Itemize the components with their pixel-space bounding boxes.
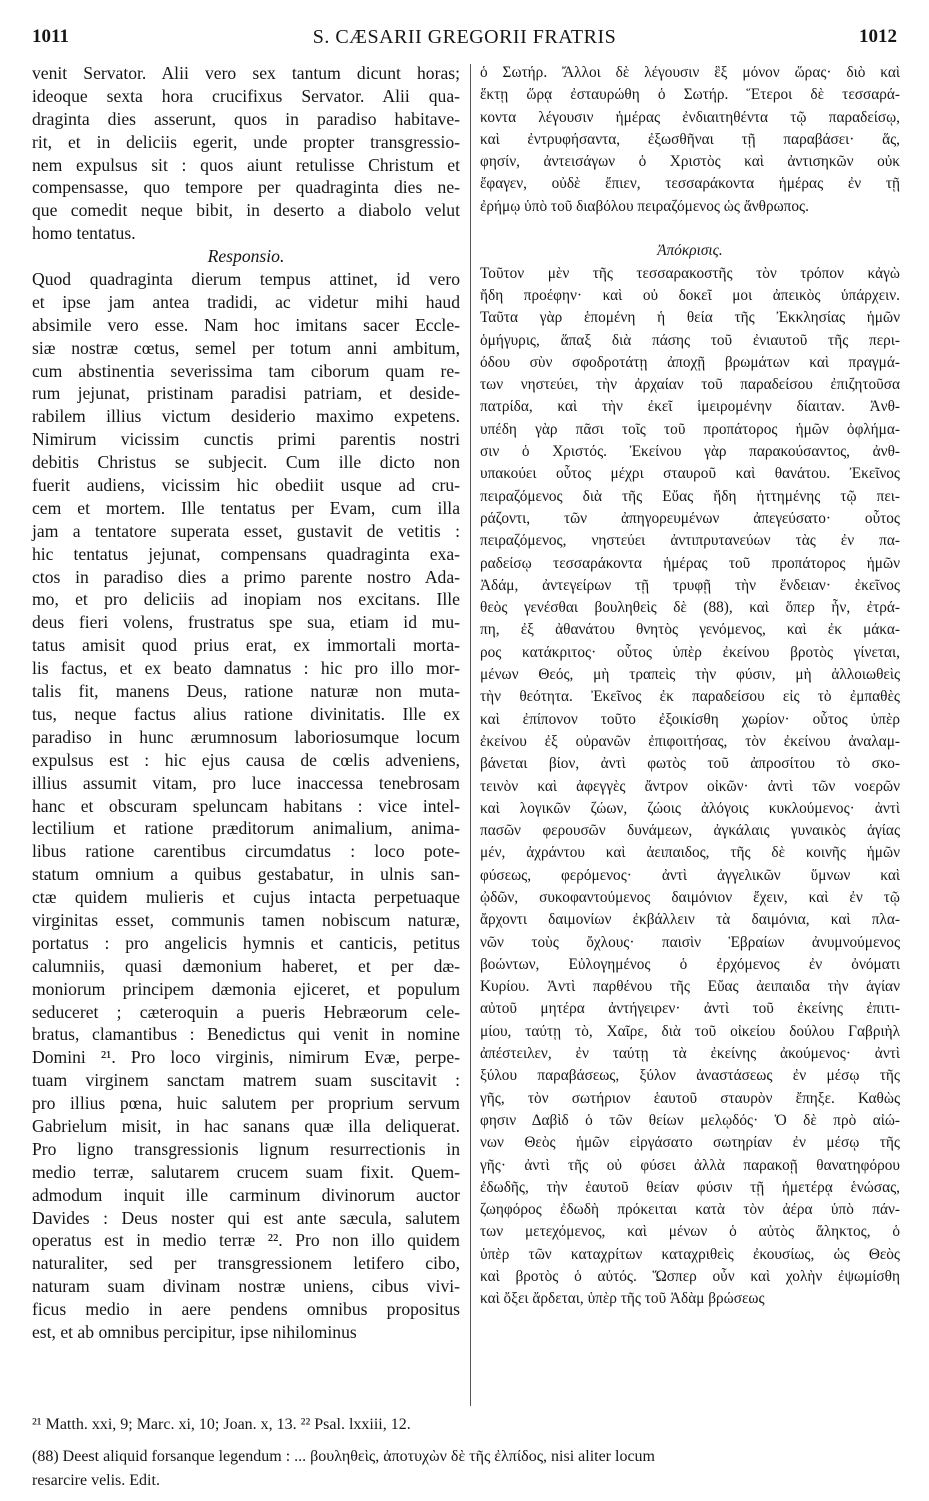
latin-line: medio terræ, salutarem crucem suam fixit. Quem- bbox=[32, 1161, 460, 1182]
latin-line: Domini ²¹. Pro loco virginis, nimirum Evæ, perpe- bbox=[32, 1047, 460, 1068]
latin-line: cem et mortem. Ille tentatus per Evam, cum illa bbox=[32, 497, 460, 518]
latin-line: draginta dies asserunt, quos in paradiso habitave- bbox=[32, 108, 460, 129]
editorial-note-line-1: (88) Deest aliquid forsanque legendum : ... βουληθεὶς, ἀποτυχὼν δὲ τῆς ἐλπίδος, nisi aliter locum bbox=[32, 1448, 655, 1465]
latin-line: cum abstinentia severissima tam ciborum quam re- bbox=[32, 360, 460, 381]
latin-line: lis factus, et ex beato damnatus : hic pro illo mor- bbox=[32, 658, 460, 679]
column-divider bbox=[470, 64, 471, 1406]
greek-line: γῆς· ἀντὶ τῆς οὐ φύσει ἀλλὰ παρακοῇ θανατηφόρου bbox=[480, 1156, 900, 1174]
latin-line: jam a tentatore superata esset, gustavit de vetitis : bbox=[32, 520, 460, 541]
latin-heading: Responsio. bbox=[207, 246, 285, 267]
latin-line: rit, et in deliciis egerit, unde propter transgressio- bbox=[32, 131, 460, 152]
greek-line: ἐδωδῆς, τὴν ἑαυτοῦ θείαν φύσιν τῇ ἡμετέρᾳ ἑνώσας, bbox=[480, 1178, 900, 1196]
latin-line: illius assumit vitam, pro luce inaccessa tenebrosam bbox=[32, 772, 460, 793]
latin-line: que comedit neque bibit, in deserto a diabolo velut bbox=[32, 200, 460, 221]
greek-line: Ἀδάμ, ἀντεγείρων τῇ τρυφῇ τὴν ἔνδειαν· ἐκεῖνος bbox=[480, 576, 900, 594]
greek-line: μένων Θεός, μὴ τραπεὶς τὴν φύσιν, μὴ ἀλλοιωθεὶς bbox=[480, 666, 900, 684]
latin-line: expulsus est : hic ejus causa de cœlis adveniens, bbox=[32, 749, 460, 770]
greek-line: θεὸς γενέσθαι βουληθεὶς δὲ (88), καὶ ὅπερ ἦν, ἐτρά- bbox=[480, 599, 900, 617]
latin-line: Nimirum vicissim cunctis primi parentis nostri bbox=[32, 429, 460, 450]
greek-line: των μετεχόμενος, καὶ μένων ὁ αὐτὸς ἄληκτος, ὁ bbox=[480, 1223, 900, 1241]
latin-line: statum omnium a quibus gestabatur, in ulnis san- bbox=[32, 864, 460, 885]
latin-line: ctos in paradiso dies a primo parente nostro Ada- bbox=[32, 566, 460, 587]
latin-line: hic tentatus jejunat, compensans quadraginta exa- bbox=[32, 543, 460, 564]
greek-line: ἐρήμῳ ὑπὸ τοῦ διαβόλου πειραζόμενος ὡς ἄνθρωπος. bbox=[480, 197, 809, 215]
latin-line: ideoque sexta hora crucifixus Servator. Alii qua- bbox=[32, 85, 460, 106]
greek-line: ἄρχοντι δαιμονίων ἐκβάλλειν τὰ δαιμόνια, καὶ πλα- bbox=[480, 911, 900, 929]
greek-line: ἐκείνου ἐξ οὐρανῶν ἐπιφοιτήσας, τὸν ἐκείνου ἀναλαμ- bbox=[480, 732, 900, 750]
latin-line: pro illius pœna, huic salutem per proprium servum bbox=[32, 1093, 460, 1114]
greek-line: ἤδη προέφην· καὶ οὐ δοκεῖ μοι ἀπεικὸς ὑπάρχειν. bbox=[480, 286, 900, 304]
latin-line: siæ nostræ cœtus, semel per totum anni ambitum, bbox=[32, 337, 460, 358]
latin-line: paradiso in hunc ærumnosum laboriosumque locum bbox=[32, 726, 460, 747]
running-header bbox=[32, 14, 897, 54]
latin-line: admodum inquit ille carminum divinorum auctor bbox=[32, 1184, 460, 1205]
latin-line: tus, neque factus alius ratione divinitatis. Ille ex bbox=[32, 703, 460, 724]
greek-line: ράζοντι, τῶν ἀπηγορευμένων ἀπεγεύσατο· οὗτος bbox=[480, 509, 900, 527]
latin-line: debitis Christus se subjecit. Cum ille dicto non bbox=[32, 452, 460, 473]
latin-line: venit Servator. Alii vero sex tantum dicunt horas; bbox=[32, 63, 460, 83]
latin-line: compensasse, quo tempore per quadraginta dies ne- bbox=[32, 177, 460, 198]
latin-line: mo, et pro deliciis ad inopiam nos excitans. Ille bbox=[32, 589, 460, 610]
latin-line: seduceret ; cæteroquin a pueris Hebræorum cele- bbox=[32, 1001, 460, 1022]
greek-line: τὴν θεότητα. Ἐκεῖνος ἐκ παραδείσου εἰς τὸ ἐμπαθὲς bbox=[480, 688, 900, 706]
latin-line: ficus medio in aere pendens omnibus propositus bbox=[32, 1299, 460, 1320]
latin-line: lectilium et ratione præditorum animalium, anima- bbox=[32, 818, 460, 839]
latin-line: Quod quadraginta dierum tempus attinet, id vero bbox=[32, 269, 460, 290]
greek-heading: Ἀπόκρισις. bbox=[657, 242, 723, 260]
latin-line: et ipse jam antea tradidi, ac videtur mihi haud bbox=[32, 291, 460, 312]
greek-line: κοντα λέγουσιν ἡμέρας ἐνδιαιτηθέντα τῷ παραδείσῳ, bbox=[480, 108, 900, 126]
greek-line: πειραζόμενος, νηστεύει ἀντιπρυτανεύων τὰς ἐν πα- bbox=[480, 532, 900, 550]
latin-line: libus ratione carentibus circumdatus : loco pote- bbox=[32, 841, 460, 862]
greek-line: ζωηφόρος ἐδωδὴ πρόκειται κατὰ τὸν ἀέρα ὑπὸ πάν- bbox=[480, 1201, 900, 1219]
greek-line bbox=[480, 218, 900, 240]
latin-line: tatus amisit quod prius erat, ex immortali morta- bbox=[32, 635, 460, 656]
latin-line: portatus : pro angelicis hymnis et canticis, petitus bbox=[32, 932, 460, 953]
greek-line: μέν, ἀχράντου καὶ ἀειπαιδος, τῆς δὲ κοινῆς ἡμῶν bbox=[480, 844, 900, 862]
greek-line: Ταῦτα γὰρ ἑπομένη ἡ θεία τῆς Ἐκκλησίας ἡμῶν bbox=[480, 309, 900, 327]
latin-line: calumniis, quasi dæmonium haberet, et per dæ- bbox=[32, 955, 460, 976]
greek-line: βάνεται βίον, ἀντὶ φωτὸς τοῦ ἀπροσίτου τὸ σκο- bbox=[480, 755, 900, 773]
greek-line: πη, ἐξ ἀθανάτου θνητὸς γενόμενος, καὶ ἐκ μάκα- bbox=[480, 621, 900, 639]
latin-line: fuerit audiens, vicissim hic obediit usque ad cru- bbox=[32, 475, 460, 496]
greek-line: νῶν τοὺς ὄχλους· παισὶν Ἑβραίων ἀνυμνούμενος bbox=[480, 933, 900, 951]
latin-line: Pro ligno transgressionis lignum resurrectionis in bbox=[32, 1138, 460, 1159]
latin-line: talis fit, manens Deus, ratione naturæ non muta- bbox=[32, 681, 460, 702]
latin-line: Gabrielum misit, in hac sanans quæ illa deliquerat. bbox=[32, 1115, 460, 1136]
greek-line: υπέδη γὰρ πᾶσι τοῖς τοῦ προπάτορος ἡμῶν ὀφλήμα- bbox=[480, 420, 900, 438]
latin-column bbox=[32, 62, 460, 1344]
greek-line: νων Θεὸς ἡμῶν εἰργάσατο σωτηρίαν ἐν μέσῳ τῆς bbox=[480, 1134, 900, 1152]
latin-line: rum jejunat, pristinam paradisi patriam, et deside- bbox=[32, 383, 460, 404]
greek-line: βοώντων, Εὐλογημένος ὁ ἐρχόμενος ἐν ὀνόματι bbox=[480, 955, 900, 973]
greek-line: όδου σὺν σφοδροτάτῃ ἀποχῇ βρωμάτων καὶ πραγμά- bbox=[480, 353, 900, 371]
latin-line: absimile vero esse. Nam hoc imitans sacer Eccle- bbox=[32, 314, 460, 335]
latin-line: naturam suam divinam nostræ uniens, cibus vivi- bbox=[32, 1276, 460, 1297]
greek-line: αὐτοῦ μητέρα ἀντήγειρεν· ἀντὶ τοῦ ἐκείνης ἐπιτι- bbox=[480, 1000, 900, 1018]
greek-line: φησιν Δαβὶδ ὁ τῶν θείων μελῳδός· Ὁ δὲ πρὸ αἰώ- bbox=[480, 1111, 900, 1129]
greek-line: υπακούει οὗτος μέχρι σταυροῦ καὶ θανάτου. Ἐκεῖνος bbox=[480, 465, 900, 483]
latin-line: moniorum principem dæmonia ejiceret, et populum bbox=[32, 978, 460, 999]
greek-line: γῆς, τὸν σωτήριον ἑαυτοῦ σταυρὸν ἔπηξε. Καθὼς bbox=[480, 1089, 900, 1107]
greek-line: ρος κατάκριτος· οὗτος ὑπὲρ ἐκείνου βροτὸς γίνεται, bbox=[480, 643, 900, 661]
greek-line: ξύλου παραβάσεως, ξύλον ἀναστάσεως ἐν μέσῳ τῆς bbox=[480, 1067, 900, 1085]
scripture-references: ²¹ Matth. xxi, 9; Marc. xi, 10; Joan. x, 13. ²² Psal. lxxiii, 12. bbox=[32, 1416, 411, 1433]
greek-line: φύσεως, φερόμενος· ἀντὶ ἀγγελικῶν ὕμνων καὶ bbox=[480, 866, 900, 884]
greek-line: καὶ ὄξει ἄρδεται, ὑπὲρ τῆς τοῦ Ἀδὰμ βρώσεως bbox=[480, 1290, 765, 1308]
greek-line: ἕκτῃ ὥρᾳ ἐσταυρώθη ὁ Σωτήρ. Ἕτεροι δὲ τεσσαρά- bbox=[480, 86, 900, 104]
greek-line: ὁμήγυρις, ἅπαξ διὰ πάσης τοῦ ἐνιαυτοῦ τῆς περι- bbox=[480, 331, 900, 349]
greek-line: πασῶν φερουσῶν δυνάμεων, ἀγκάλαις γυναικὸς ἁγίας bbox=[480, 822, 900, 840]
running-title: S. CÆSARII GREGORII FRATRIS bbox=[312, 26, 617, 48]
latin-line: bratus, clamantibus : Benedictus qui venit in nomine bbox=[32, 1024, 460, 1045]
greek-line: Τοῦτον μὲν τῆς τεσσαρακοστῆς τὸν τρόπον κἀγὼ bbox=[480, 264, 900, 282]
latin-line: virginitas esset, communis tamen nobiscum naturæ, bbox=[32, 909, 460, 930]
greek-line: καὶ ἐπίπονον τοῦτο ἐξοικίσθη χωρίον· οὗτος ὑπὲρ bbox=[480, 710, 900, 728]
page-number-right: 1012 bbox=[859, 26, 897, 47]
greek-line: ὁ Σωτήρ. Ἄλλοι δὲ λέγουσιν ἓξ μόνον ὥρας· διὸ καὶ bbox=[480, 64, 900, 81]
greek-line: ᾠδῶν, συκοφαντούμενος δαιμόνιον ἔχειν, καὶ ἐν τῷ bbox=[480, 888, 900, 906]
greek-line: σιν ὁ Χριστός. Ἐκείνου γὰρ παρακούσαντος, ἀνθ- bbox=[480, 443, 900, 461]
greek-line: πειραζόμενος διὰ τῆς Εὔας ἤδη ἡττημένης τῷ πει- bbox=[480, 487, 900, 505]
greek-line: των νηστεύει, τὴν ἀρχαίαν τοῦ παραδείσου ἐπιζητοῦσα bbox=[480, 376, 900, 394]
greek-column bbox=[480, 62, 900, 1311]
latin-line: Davides : Deus noster qui est ante sæcula, salutem bbox=[32, 1207, 460, 1228]
latin-line: nem expulsus sit : quos aiunt retulisse Christum et bbox=[32, 154, 460, 175]
greek-line: ὑπὲρ τῶν καταχρίτων καταχριθεὶς ἐκουσίως, ὡς Θεὸς bbox=[480, 1245, 900, 1263]
editorial-note-line-2: resarcire velis. Edit. bbox=[32, 1472, 160, 1489]
footnotes bbox=[32, 1413, 900, 1493]
greek-line: καὶ βροτὸς ὁ αὐτός. Ὥσπερ οὖν καὶ χολὴν ἐψωμίσθη bbox=[480, 1268, 900, 1286]
latin-line: ctæ quidem mulieris et cujus intacta perpetuaque bbox=[32, 887, 460, 908]
greek-line: μίου, ταύτῃ τὸ, Χαῖρε, διὰ τοῦ οἰκείου δούλου Γαβριὴλ bbox=[480, 1022, 900, 1040]
greek-line: φησίν, ἀντεισάγων ὁ Χριστὸς καὶ ἀντισηκῶν οὐκ bbox=[480, 153, 900, 171]
greek-line: πατρίδα, καὶ τὴν ἐκεῖ ἱμειρομένην δίαιταν. Ἀνθ- bbox=[480, 398, 900, 416]
latin-line: rabilem illius victum desiderio maximo expetens. bbox=[32, 406, 460, 427]
page-number-left: 1011 bbox=[32, 26, 69, 47]
greek-line: ἔφαγεν, οὐδὲ ἔπιεν, τεσσαράκοντα ἡμέρας ἐν τῇ bbox=[480, 175, 900, 193]
greek-line: ἀπέστειλεν, ἐν ταύτῃ τὰ ἐκείνης ἀκούμενος· ἀντὶ bbox=[480, 1045, 900, 1063]
latin-line: homo tentatus. bbox=[32, 223, 136, 244]
greek-line: καὶ λογικῶν ζώων, ζώοις ἀλόγοις κυκλούμενος· ἀντὶ bbox=[480, 799, 900, 817]
latin-line: operatus est in medio terræ ²². Pro non illo quidem bbox=[32, 1230, 460, 1251]
greek-line: Κυρίου. Ἀντὶ παρθένου τῆς Εὔας ἀειπαιδα τὴν ἁγίαν bbox=[480, 978, 900, 996]
latin-line: tuam virginem sanctam matrem suam suscitavit : bbox=[32, 1070, 460, 1091]
latin-line: est, et ab omnibus percipitur, ipse nihilominus bbox=[32, 1321, 357, 1342]
latin-line: deus fieri volens, frustratus spe sua, etiam id mu- bbox=[32, 612, 460, 633]
greek-line: τεινὸν καὶ ἀφεγγὲς ἄντρον οἰκῶν· ἀντὶ τῶν νοερῶν bbox=[480, 777, 900, 795]
latin-line: naturaliter, sed per transgressionem letifero cibo, bbox=[32, 1253, 460, 1274]
latin-line: hanc et obscuram speluncam habitans : vice intel- bbox=[32, 795, 460, 816]
greek-line: ραδείσῳ τεσσαράκοντα ἡμέρας τοῦ προπάτορος ἡμῶν bbox=[480, 554, 900, 572]
greek-line: καὶ ἐντρυφήσαντα, ἐξωσθῆναι τῇ παραβάσει· ἅς, bbox=[480, 130, 900, 148]
